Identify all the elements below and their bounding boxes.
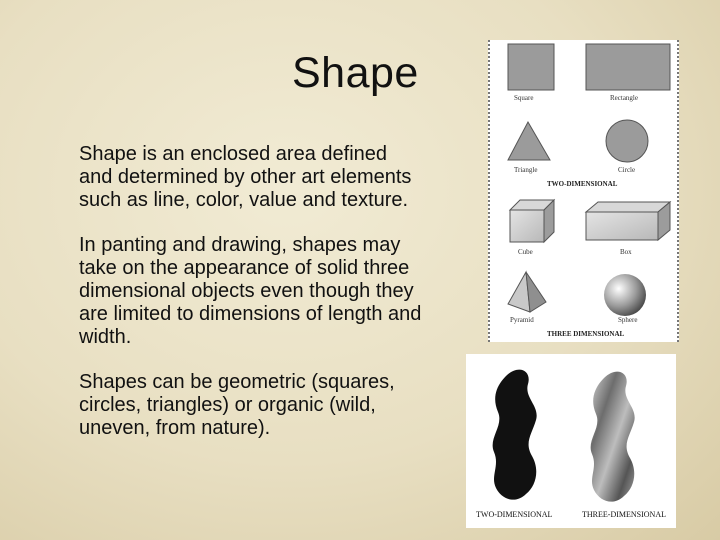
- sphere-label: Sphere: [618, 316, 638, 324]
- triangle-shape: [508, 122, 550, 160]
- sphere-shape: [604, 274, 646, 316]
- organic-three-dimensional-label: THREE-DIMENSIONAL: [582, 510, 666, 519]
- pyramid-label: Pyramid: [510, 316, 534, 324]
- square-shape: [508, 44, 554, 90]
- three-dimensional-heading: THREE DIMENSIONAL: [547, 330, 625, 338]
- rectangle-shape: [586, 44, 670, 90]
- triangle-label: Triangle: [514, 166, 538, 174]
- paragraph-three-dimensional: In panting and drawing, shapes may take on the appearance of solid three dimensional objects even though they are limited to dimensions of length and width.: [79, 234, 422, 348]
- paragraph-definition: Shape is an enclosed area defined and determined by other art elements such as line, color, value and texture.: [79, 143, 412, 211]
- organic-shapes-illustration: [466, 354, 676, 528]
- two-dimensional-heading: TWO-DIMENSIONAL: [547, 180, 618, 188]
- organic-3d-shape: [591, 372, 635, 502]
- organic-two-dimensional-label: TWO-DIMENSIONAL: [476, 510, 553, 519]
- box-shape: [586, 202, 670, 240]
- box-label: Box: [620, 248, 632, 256]
- circle-shape: [606, 120, 648, 162]
- organic-shapes-figure: [466, 354, 676, 528]
- geometric-shapes-figure: [488, 40, 679, 342]
- paragraph-geometric-organic: Shapes can be geometric (squares, circles, triangles) or organic (wild, uneven, from nature).: [79, 371, 395, 439]
- pyramid-shape: [508, 272, 546, 312]
- circle-label: Circle: [618, 166, 636, 174]
- geometric-shapes-illustration: [490, 40, 677, 342]
- slide-body: [79, 143, 469, 462]
- slide-title: Shape: [292, 49, 419, 97]
- cube-shape: [510, 200, 554, 242]
- square-label: Square: [514, 94, 534, 102]
- cube-label: Cube: [518, 248, 533, 256]
- organic-2d-shape: [493, 370, 537, 500]
- rectangle-label: Rectangle: [610, 94, 638, 102]
